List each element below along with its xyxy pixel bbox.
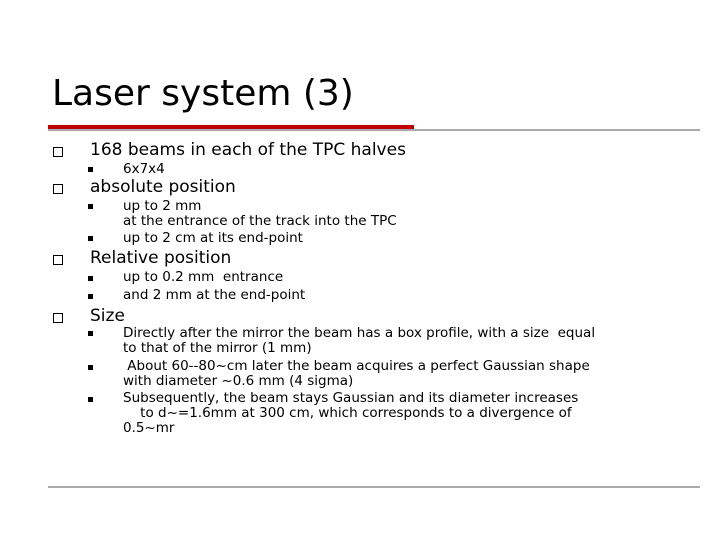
bullet-4-sub-1: Directly after the mirror the beam has a box profile, with a size equal to that of the mirror (1 mm) <box>123 325 596 356</box>
bullet-2-sub-1: up to 2 mm at the entrance of the track into the TPC <box>123 198 397 229</box>
bullet-filled-square <box>88 204 93 209</box>
bullet-filled-square <box>88 365 93 370</box>
bullet-4-text: Size <box>90 306 125 326</box>
bullet-hollow-square <box>53 184 63 194</box>
bullet-filled-square <box>88 276 93 281</box>
bullet-filled-square <box>88 331 93 336</box>
bullet-3-sub-2: and 2 mm at the end-point <box>123 287 306 303</box>
bullet-1-text: 168 beams in each of the TPC halves <box>90 140 406 160</box>
bullet-filled-square <box>88 294 93 299</box>
bullet-4-sub-3: Subsequently, the beam stays Gaussian and its diameter increases to d~=1.6mm at 300 cm, which corresponds to a divergence of 0.5~mr <box>123 390 579 436</box>
bullet-2-sub-2: up to 2 cm at its end-point <box>123 230 303 246</box>
bullet-filled-square <box>88 167 93 172</box>
slide-title: Laser system (3) <box>52 73 354 114</box>
bullet-3-text: Relative position <box>90 248 232 268</box>
bullet-filled-square <box>88 397 93 402</box>
footer-rule <box>48 486 700 488</box>
bullet-4-sub-2: About 60--80~cm later the beam acquires a perfect Gaussian shape with diameter ~0.6 mm (4 sigma) <box>123 358 590 389</box>
title-underline <box>48 129 700 131</box>
bullet-1-sub-1: 6x7x4 <box>123 161 165 177</box>
bullet-hollow-square <box>53 255 63 265</box>
bullet-2-text: absolute position <box>90 177 236 197</box>
bullet-3-sub-1: up to 0.2 mm entrance <box>123 269 284 285</box>
bullet-hollow-square <box>53 147 63 157</box>
bullet-filled-square <box>88 236 93 241</box>
bullet-hollow-square <box>53 313 63 323</box>
